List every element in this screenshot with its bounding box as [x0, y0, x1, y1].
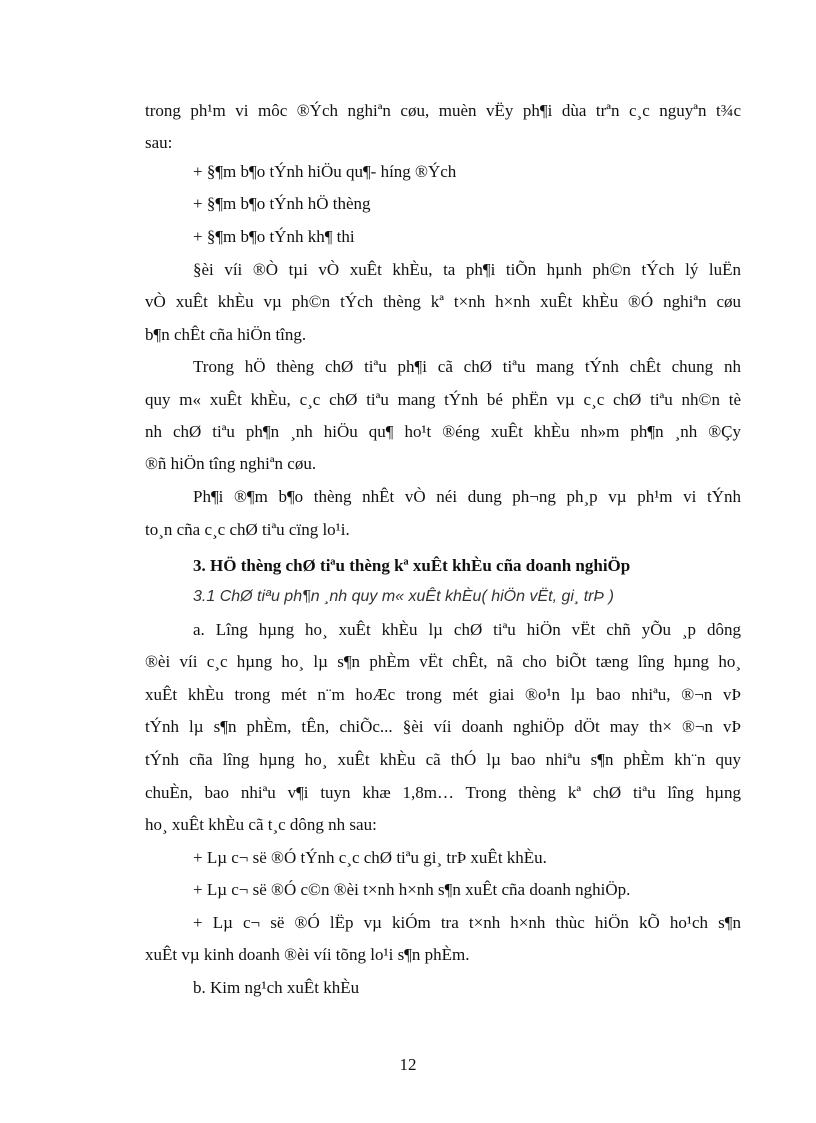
subsection-heading: 3.1 ChØ tiªu ph¶n ¸nh quy m« xuÊt khÈu( hiÖn vËt, gi¸ trÞ )	[193, 588, 614, 605]
text-line: nh chØ tiªu ph¶n ¸nh hiÖu qu¶ ho¹t ®éng xuÊt khÈu nh»m ph¶n ¸nh ®Çy	[145, 422, 741, 441]
text-line: ho¸ xuÊt khÈu cã t¸c dông nh sau:	[145, 815, 377, 834]
text-line: trong ph¹m vi môc ®Ých nghiªn cøu, muèn vËy ph¶i dùa trªn c¸c nguyªn t¾c	[145, 101, 741, 120]
text-line: chuÈn, bao nhiªu v¶i tuyn khæ 1,8m… Trong thèng kª chØ tiªu lîng hµng	[145, 783, 741, 802]
text-line: sau:	[145, 133, 173, 152]
text-line: to¸n cña c¸c chØ tiªu cïng lo¹i.	[145, 520, 350, 539]
bullet-line: + §¶m b¶o tÝnh hiÖu qu¶- híng ®Ých	[193, 162, 457, 181]
text-line: vÒ xuÊt khÈu vµ ph©n tÝch thèng kª t×nh h×nh xuÊt khÈu ®Ó nghiªn cøu	[145, 292, 741, 311]
bullet-line: + §¶m b¶o tÝnh hÖ thèng	[193, 194, 371, 213]
text-line: b. Kim ng¹ch xuÊt khÈu	[193, 978, 360, 997]
bullet-line: + §¶m b¶o tÝnh kh¶ thi	[193, 227, 355, 246]
bullet-line: + Lµ c¬ së ®Ó tÝnh c¸c chØ tiªu gi¸ trÞ xuÊt khÈu.	[193, 848, 547, 867]
page-number: 12	[399, 1055, 417, 1074]
text-line: quy m« xuÊt khÈu, c¸c chØ tiªu mang tÝnh bé phËn vµ c¸c chØ tiªu nh©n tè	[145, 390, 741, 409]
text-line: tÝnh cña lîng hµng ho¸ xuÊt khÈu cã thÓ lµ bao nhiªu s¶n phÈm kh¨n quy	[145, 750, 741, 769]
text-line: a. Lîng hµng ho¸ xuÊt khÈu lµ chØ tiªu hiÖn vËt chñ yÕu ¸p dông	[193, 620, 741, 639]
text-line: ®èi víi c¸c hµng ho¸ lµ s¶n phÈm vËt chÊt, nã cho biÕt tæng lîng hµng ho¸	[145, 652, 741, 671]
text-line: b¶n chÊt cña hiÖn tîng.	[145, 325, 307, 344]
text-line: Trong hÖ thèng chØ tiªu ph¶i cã chØ tiªu mang tÝnh chÊt chung nh	[193, 357, 741, 376]
text-line: xuÊt khÈu trong mét n¨m hoÆc trong mét giai ®o¹n lµ bao nhiªu, ®¬n vÞ	[145, 685, 741, 704]
text-line: §èi víi ®Ò tµi vÒ xuÊt khÈu, ta ph¶i tiÕn hµnh ph©n tÝch lý luËn	[193, 260, 741, 279]
bullet-line: + Lµ c¬ së ®Ó lËp vµ kiÓm tra t×nh h×nh thùc hiÖn kÕ ho¹ch s¶n	[193, 913, 741, 932]
text-line: ®ñ hiÖn tîng nghiªn cøu.	[145, 454, 317, 473]
text-line: tÝnh lµ s¶n phÈm, tÊn, chiÕc... §èi víi doanh nghiÖp dÖt may th× ®¬n vÞ	[145, 717, 741, 736]
text-line: Ph¶i ®¶m b¶o thèng nhÊt vÒ néi dung ph¬ng ph¸p vµ ph¹m vi tÝnh	[193, 487, 741, 506]
bullet-line: + Lµ c¬ së ®Ó c©n ®èi t×nh h×nh s¶n xuÊt cña doanh nghiÖp.	[193, 880, 631, 899]
text-line: xuÊt vµ kinh doanh ®èi víi tõng lo¹i s¶n phÈm.	[145, 945, 470, 964]
section-heading: 3. HÖ thèng chØ tiªu thèng kª xuÊt khÈu cña doanh nghiÖp	[193, 556, 631, 575]
